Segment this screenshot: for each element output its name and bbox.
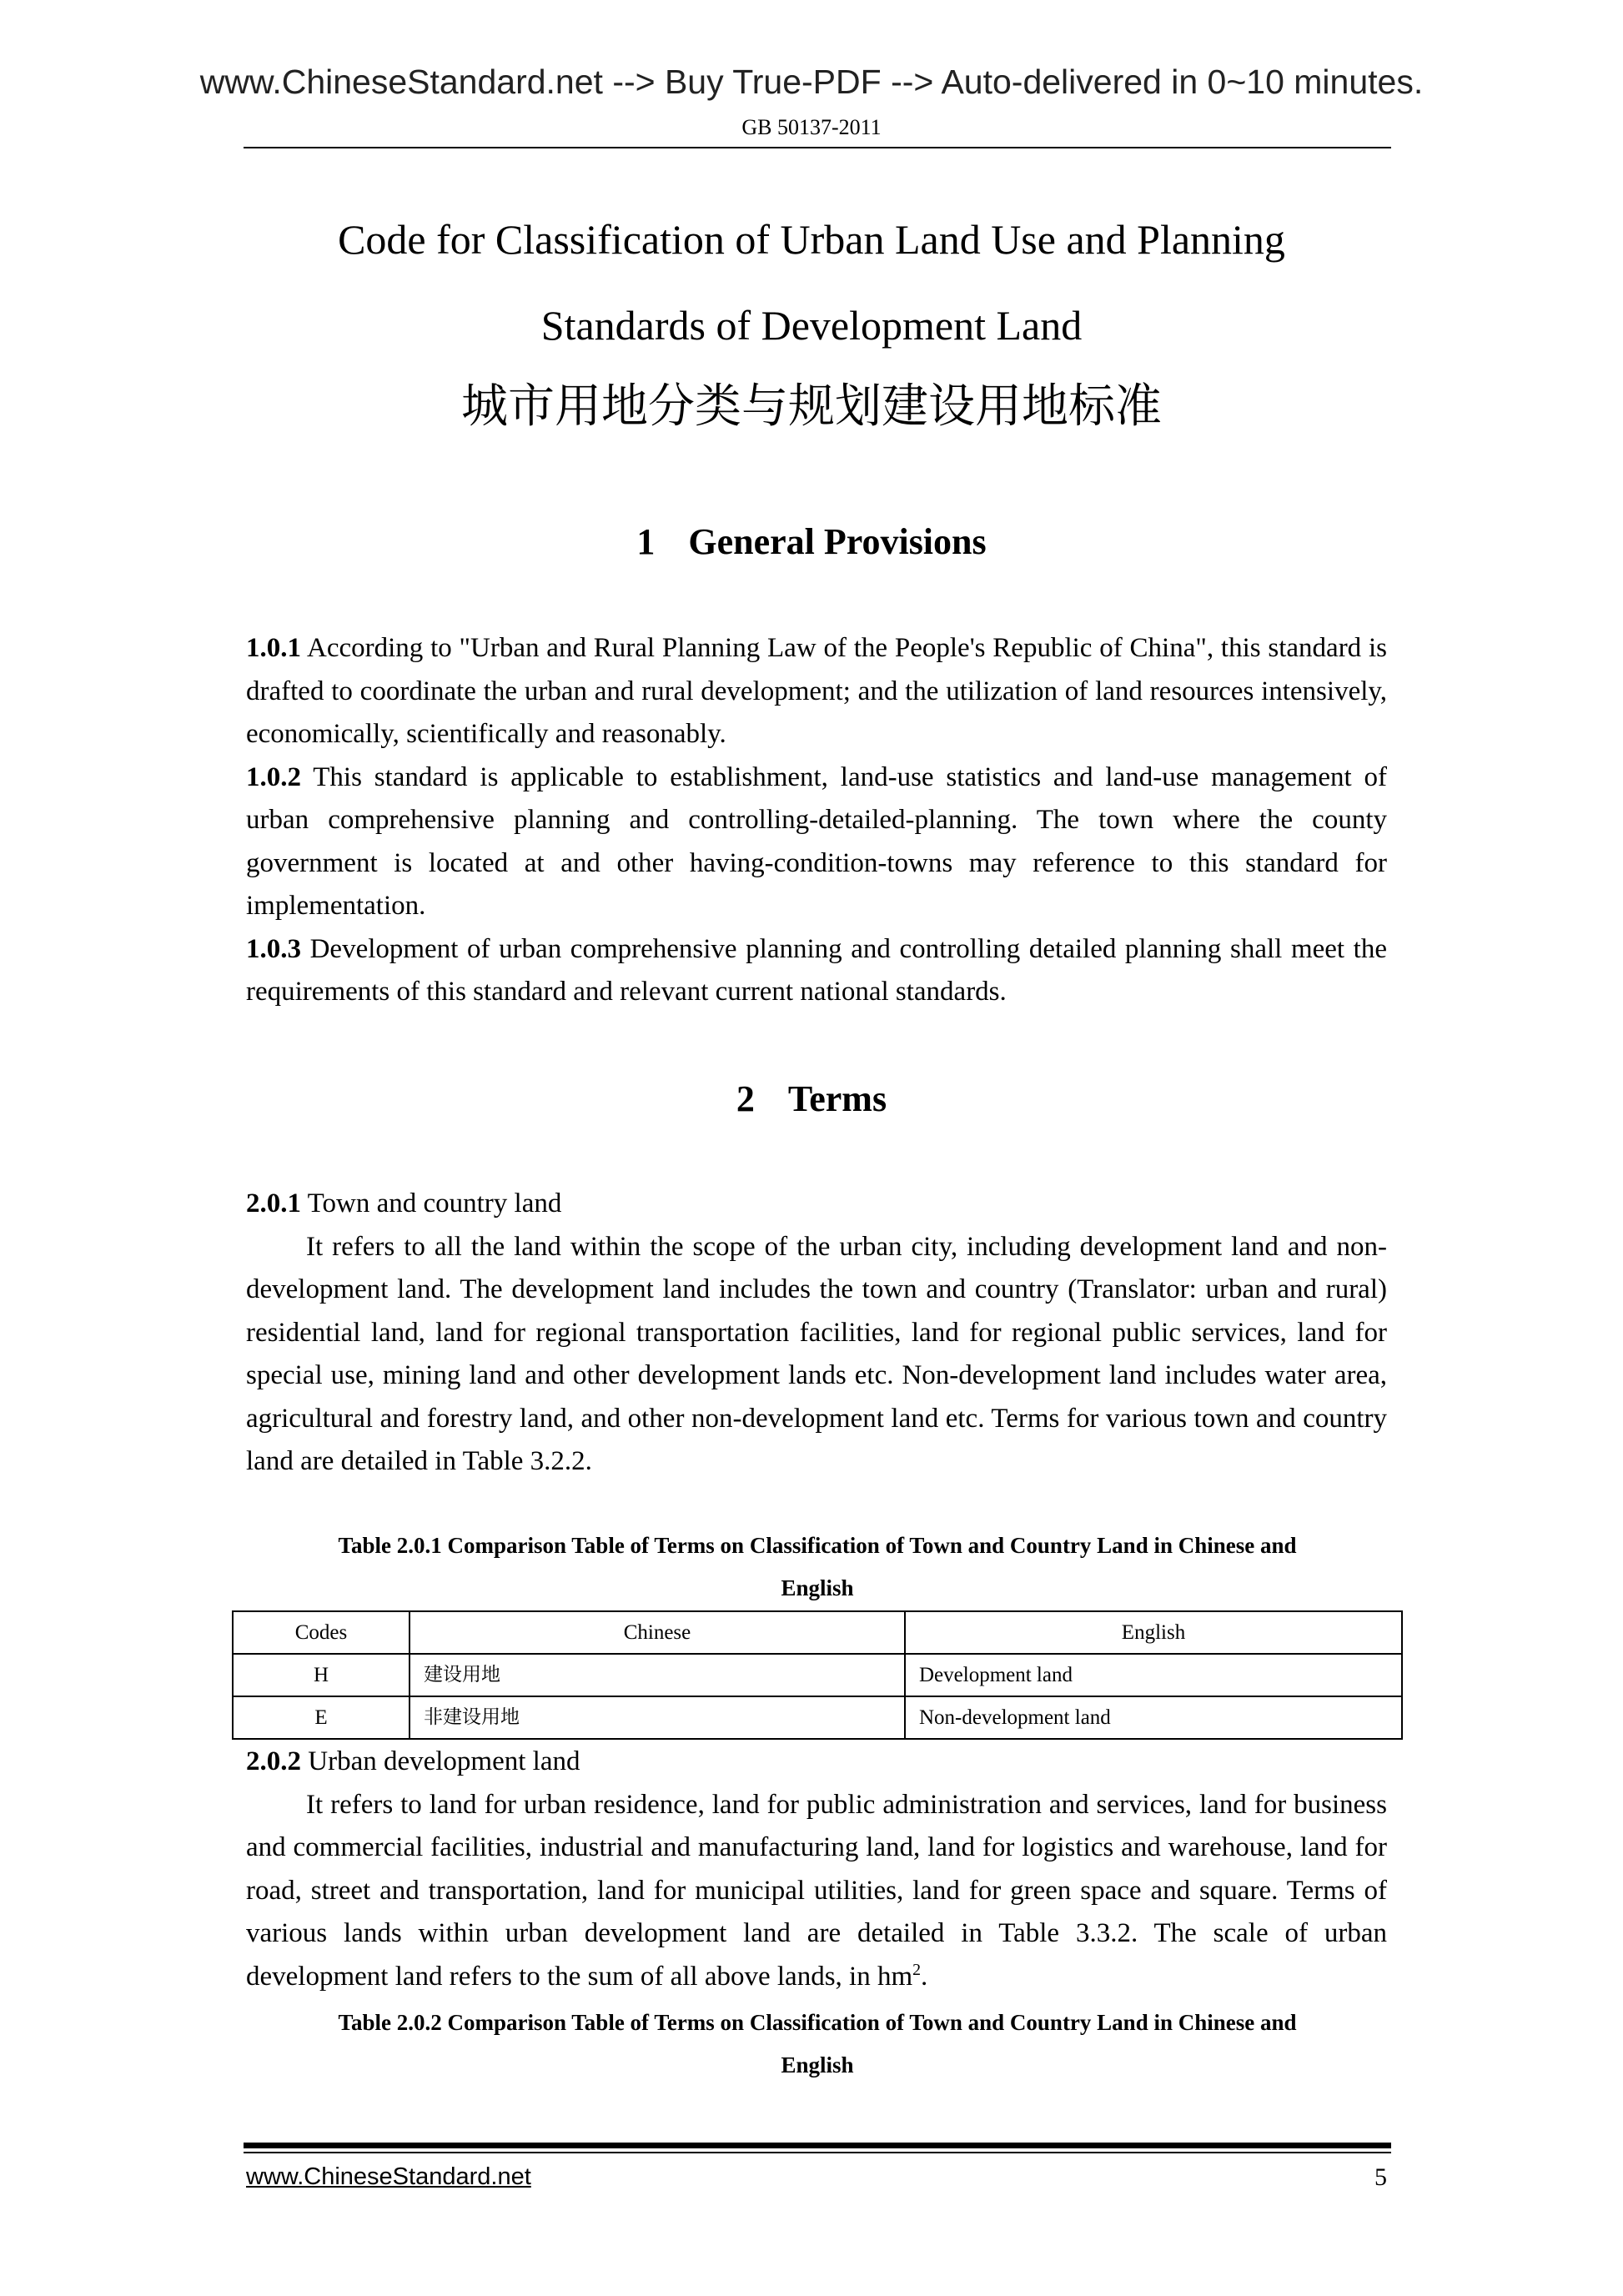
site-banner: www.ChineseStandard.net --> Buy True-PDF --> Auto-delivered in 0~10 minutes. xyxy=(199,63,1424,101)
clause-1-0-2 xyxy=(246,756,1387,928)
caption-line: English xyxy=(781,1575,854,1600)
footer-rule-thin xyxy=(244,2152,1391,2153)
caption-line: English xyxy=(781,2052,854,2077)
title-english-line2: Standards of Development Land xyxy=(540,302,1083,349)
term-name: Urban development land xyxy=(301,1746,580,1776)
chapter-1-title: General Provisions xyxy=(688,521,987,562)
table-row xyxy=(233,1696,1402,1739)
footer-website-link[interactable]: www.ChineseStandard.net xyxy=(246,2163,531,2190)
table-2-0-2-caption xyxy=(244,2002,1391,2087)
unit-superscript: 2 xyxy=(912,1960,922,1979)
table-2-0-1 xyxy=(232,1610,1403,1740)
title-chinese: 城市用地分类与规划建设用地标准 xyxy=(461,379,1162,434)
clause-number: 1.0.3 xyxy=(246,933,301,964)
chapter-2-title: Terms xyxy=(787,1078,887,1119)
cell-chinese: 建设用地 xyxy=(410,1654,905,1696)
chapter-1-number: 1 xyxy=(636,521,656,562)
clause-text: According to "Urban and Rural Planning Law of the People's Republic of China", this standard is drafted to coordinate the urban and rural development; and the utilization of land resources intensively, economically, scientifically and reasonably. xyxy=(246,633,1387,749)
caption-line: Table 2.0.2 Comparison Table of Terms on Classification of Town and Country Land in Chinese and xyxy=(338,2010,1297,2035)
term-number: 2.0.1 xyxy=(246,1188,301,1218)
term-2-0-2 xyxy=(246,1741,1387,1998)
term-2-0-1 xyxy=(246,1183,1387,1484)
clause-number: 1.0.1 xyxy=(246,633,301,663)
header-rule xyxy=(244,147,1391,148)
term-definition xyxy=(246,1784,1387,1999)
chapter-2-number: 2 xyxy=(736,1078,755,1119)
footer-rule-thick xyxy=(244,2143,1391,2148)
clause-text: Development of urban comprehensive planning and controlling detailed planning shall meet the requirements of this standard and relevant current national standards. xyxy=(246,933,1387,1007)
term-heading xyxy=(246,1183,1387,1226)
term-definition-text: It refers to land for urban residence, land for public administration and services, land for business and commercial facilities, industrial and manufacturing land, land for logistics and warehouse, land for road, street and transportation, land for municipal utilities, land for green space and square. Terms of various lands within urban development land are detailed in Table 3.3.2. The scale of urban development land refers to the sum of all above lands, in hm xyxy=(246,1789,1387,1992)
term-heading xyxy=(246,1741,1387,1784)
clause-number: 1.0.2 xyxy=(246,761,301,792)
table-row xyxy=(233,1654,1402,1696)
standard-number: GB 50137-2011 xyxy=(741,115,882,139)
header-english: English xyxy=(905,1611,1402,1654)
cell-code: E xyxy=(233,1696,410,1739)
cell-chinese: 非建设用地 xyxy=(410,1696,905,1739)
term-name: Town and country land xyxy=(301,1188,562,1218)
chapter-2-heading xyxy=(0,1078,1623,1119)
term-number: 2.0.2 xyxy=(246,1746,301,1776)
title-english-line1: Code for Classification of Urban Land Use and Planning xyxy=(338,216,1285,263)
term-definition-end: . xyxy=(921,1961,928,1992)
table-2-0-1-caption xyxy=(244,1525,1391,1610)
term-definition: It refers to all the land within the scope of the urban city, including development land and non-development land. The development land includes the town and country (Translator: urban and rural) residential land, land for regional transportation facilities, land for regional public services, land for special use, mining land and other development lands etc. Non-development land includes water area, agricultural and forestry land, and other non-development land etc. Terms for various town and country land are detailed in Table 3.2.2. xyxy=(246,1231,1387,1476)
table-header-row xyxy=(233,1611,1402,1654)
cell-code: H xyxy=(233,1654,410,1696)
cell-english: Development land xyxy=(905,1654,1402,1696)
header-chinese: Chinese xyxy=(410,1611,905,1654)
chapter-1-body xyxy=(246,627,1387,1014)
caption-line: Table 2.0.1 Comparison Table of Terms on Classification of Town and Country Land in Chinese and xyxy=(338,1533,1297,1558)
clause-1-0-3 xyxy=(246,928,1387,1014)
header-codes: Codes xyxy=(233,1611,410,1654)
clause-1-0-1 xyxy=(246,627,1387,756)
clause-text: This standard is applicable to establishment, land-use statistics and land-use management of urban comprehensive planning and controlling-detailed-planning. The town where the county government is located at and other having-condition-towns may reference to this standard for implementation. xyxy=(246,761,1387,921)
page-number: 5 xyxy=(1374,2163,1387,2191)
cell-english: Non-development land xyxy=(905,1696,1402,1739)
chapter-1-heading xyxy=(0,521,1623,562)
